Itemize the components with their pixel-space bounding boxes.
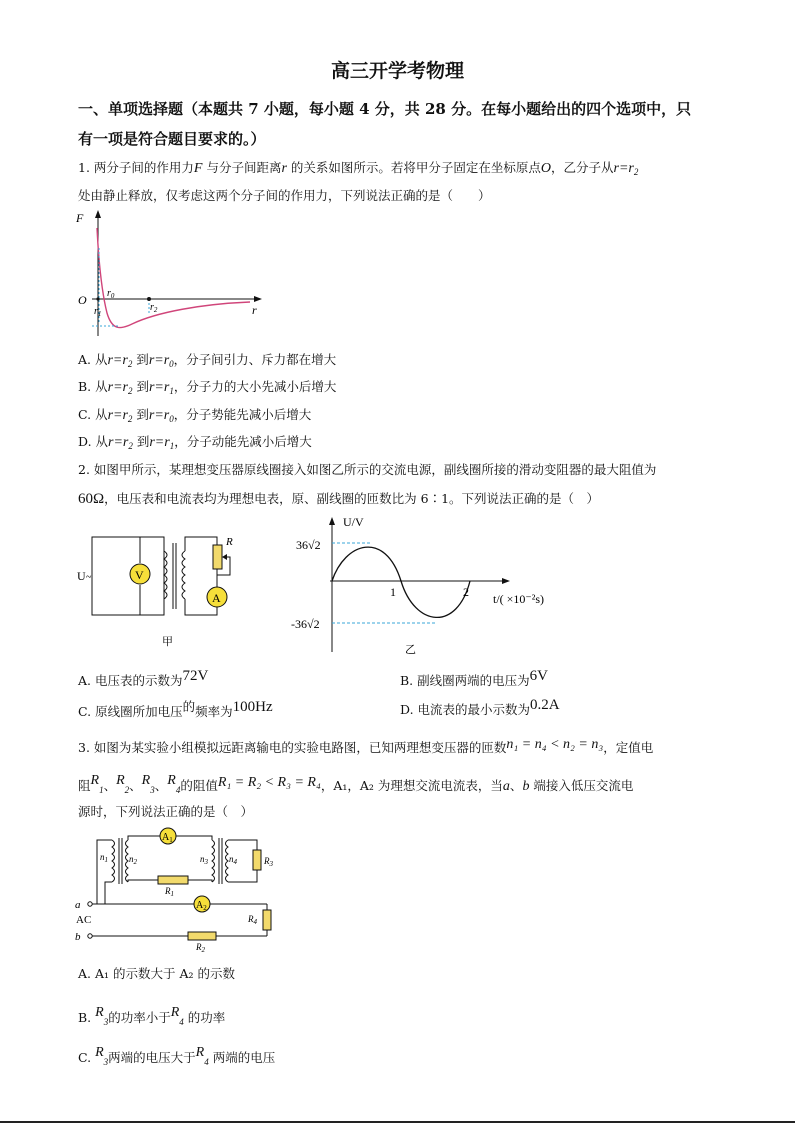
n3-label: $n_3$: [200, 854, 208, 866]
q2-stem-line2: 60Ω，电压表和电流表均为理想电表，原、副线圈的匝数比为 6∶1。下列说法正确的是（ ）: [78, 491, 600, 507]
terminal-b: [88, 934, 92, 938]
line-bottom-left: [128, 880, 158, 882]
peak-negative-label: -36√2: [291, 617, 320, 631]
r2-point: [147, 297, 151, 301]
q3-transmission-circuit: [72, 822, 287, 957]
q1-option-a[interactable]: A. 从$r=r_2$ 到$r=r_0$，分子间引力、斥力都在增大: [78, 352, 337, 369]
q1-option-c[interactable]: C. 从$r=r_2$ 到$r=r_0$，分子势能先减小后增大: [78, 407, 312, 424]
t2-coil-n3: [212, 840, 215, 882]
r3-wire-top: [228, 840, 257, 850]
a1-label: $A_1$: [162, 832, 173, 844]
q3-stem-line2: 阻$R_1$、$R_2$、$R_3$、$R_4$的阻值R₁ = R₂ < R₃ = R₄，A₁，A₂ 为理想交流电流表，当a、b 端接入低压交流电: [78, 773, 634, 795]
line-top-right: [176, 836, 212, 840]
primary-wire-left: [92, 537, 110, 615]
voltage-sine-curve: [332, 547, 470, 617]
q2-option-d[interactable]: D. 电流表的最小示数为0.2A: [400, 697, 560, 717]
source-label: U: [77, 569, 86, 583]
q2-option-a[interactable]: A. 电压表的示数为72V: [78, 668, 209, 688]
graph-caption: 乙: [405, 644, 416, 656]
q1-force-distance-graph: [72, 208, 272, 343]
tick-1: 1: [390, 585, 396, 599]
t-axis-label: t/( ×10⁻²s): [493, 592, 545, 606]
tick-2: 2: [463, 585, 469, 599]
section-heading-cont: 有一项是符合题目要求的。）: [78, 130, 266, 148]
slider-arrow: [222, 554, 227, 560]
q1-stem-line1: 1. 两分子间的作用力F 与分子间距离r 的关系如图所示。若将甲分子固定在坐标原点O，乙分子从$r=r_2$: [78, 160, 639, 177]
f-axis-arrow: [95, 210, 101, 218]
n4-label: $n_4$: [229, 854, 237, 866]
n1-label: $n_1$: [100, 852, 108, 864]
terminal-a-label: a: [75, 899, 81, 911]
resistor-r2: [188, 932, 216, 940]
u-axis-arrow: [329, 517, 335, 525]
r-axis-arrow: [254, 296, 262, 302]
q1-stem-line2: 处由静止释放，仅考虑这两个分子间的作用力，下列说法正确的是（ ）: [78, 188, 491, 203]
r1-label: $R_1$: [165, 886, 174, 898]
peak-positive-label: 36√2: [296, 538, 321, 552]
q3-option-a[interactable]: A. A₁ 的示数大于 A₂ 的示数: [78, 966, 235, 981]
terminal-a: [88, 902, 92, 906]
r1-label: $r_1$: [94, 306, 102, 318]
rheostat: [213, 545, 222, 569]
a2-label: $A_2$: [196, 900, 207, 912]
origin-label: O: [78, 293, 87, 307]
r3-label: $R_3$: [264, 856, 273, 868]
t1-coil-n2: [126, 840, 129, 882]
circuit-caption: 甲: [162, 636, 173, 648]
q1-option-b[interactable]: B. 从$r=r_2$ 到$r=r_1$，分子力的大小先减小后增大: [78, 379, 337, 396]
q1-option-d[interactable]: D. 从$r=r_2$ 到$r=r_1$，分子动能先减小后增大: [78, 434, 312, 451]
page-title: 高三开学考物理: [330, 60, 464, 82]
section-heading: 一、单项选择题（本题共 7 小题，每小题 4 分，共 28 分。在每小题给出的四个选项中，只: [78, 100, 692, 118]
terminal-b-label: b: [75, 931, 81, 943]
r0-label: $r_0$: [107, 288, 115, 300]
r-axis-label: r: [252, 303, 257, 317]
t1-coil-n1: [112, 840, 115, 882]
t1-primary-bottom: [105, 882, 112, 904]
resistor-r4: [263, 910, 271, 930]
q3-option-b[interactable]: B. $R_3$的功率小于$R_4$ 的功率: [78, 1005, 226, 1027]
r2-label: $R_2$: [196, 942, 205, 954]
line-bottom-right: [188, 880, 212, 882]
q3-option-c[interactable]: C. $R_3$两端的电压大于$R_4$ 两端的电压: [78, 1045, 276, 1067]
page-bottom-border: [0, 1121, 795, 1123]
line-top-left: [128, 836, 160, 840]
t-axis-arrow: [502, 578, 510, 584]
q2-stem-line1: 2. 如图甲所示，某理想变压器原线圈接入如图乙所示的交流电源，副线圈所接的滑动变阻器的最大阻值为: [78, 462, 657, 477]
q2-voltage-graph: [285, 512, 560, 657]
r4-label: $R_4$: [248, 914, 257, 926]
q2-transformer-circuit: [72, 525, 262, 655]
force-curve: [97, 228, 250, 328]
voltmeter-label: V: [135, 568, 144, 582]
resistor-r3: [253, 850, 261, 870]
origin-point: [96, 297, 99, 300]
primary-coil: [164, 551, 167, 599]
source-tilde: ~: [86, 572, 92, 583]
resistor-r1: [158, 876, 188, 884]
q2-option-b[interactable]: B. 副线圈两端的电压为6V: [400, 668, 548, 688]
u-axis-label: U/V: [343, 515, 364, 529]
q2-option-c[interactable]: C. 原线圈所加电压的频率为100Hz: [78, 699, 273, 719]
r3-wire-bottom: [228, 870, 257, 882]
rheostat-label: R: [226, 536, 233, 548]
ac-label: AC: [76, 914, 92, 926]
secondary-coil: [182, 551, 185, 599]
secondary-wire-top: [185, 537, 217, 551]
n2-label: $n_2$: [129, 854, 137, 866]
t2-coil-n4: [226, 840, 229, 882]
f-axis-label: F: [76, 211, 84, 225]
r2-label: $r_2$: [150, 302, 158, 314]
q3-stem-line1: 3. 如图为某实验小组模拟远距离输电的实验电路图，已知两理想变压器的匝数n₁ = n₄ < n₂ = n₃，定值电: [78, 737, 654, 755]
ammeter-label: A: [212, 591, 221, 605]
q3-stem-line3: 源时，下列说法正确的是（ ）: [78, 804, 254, 819]
